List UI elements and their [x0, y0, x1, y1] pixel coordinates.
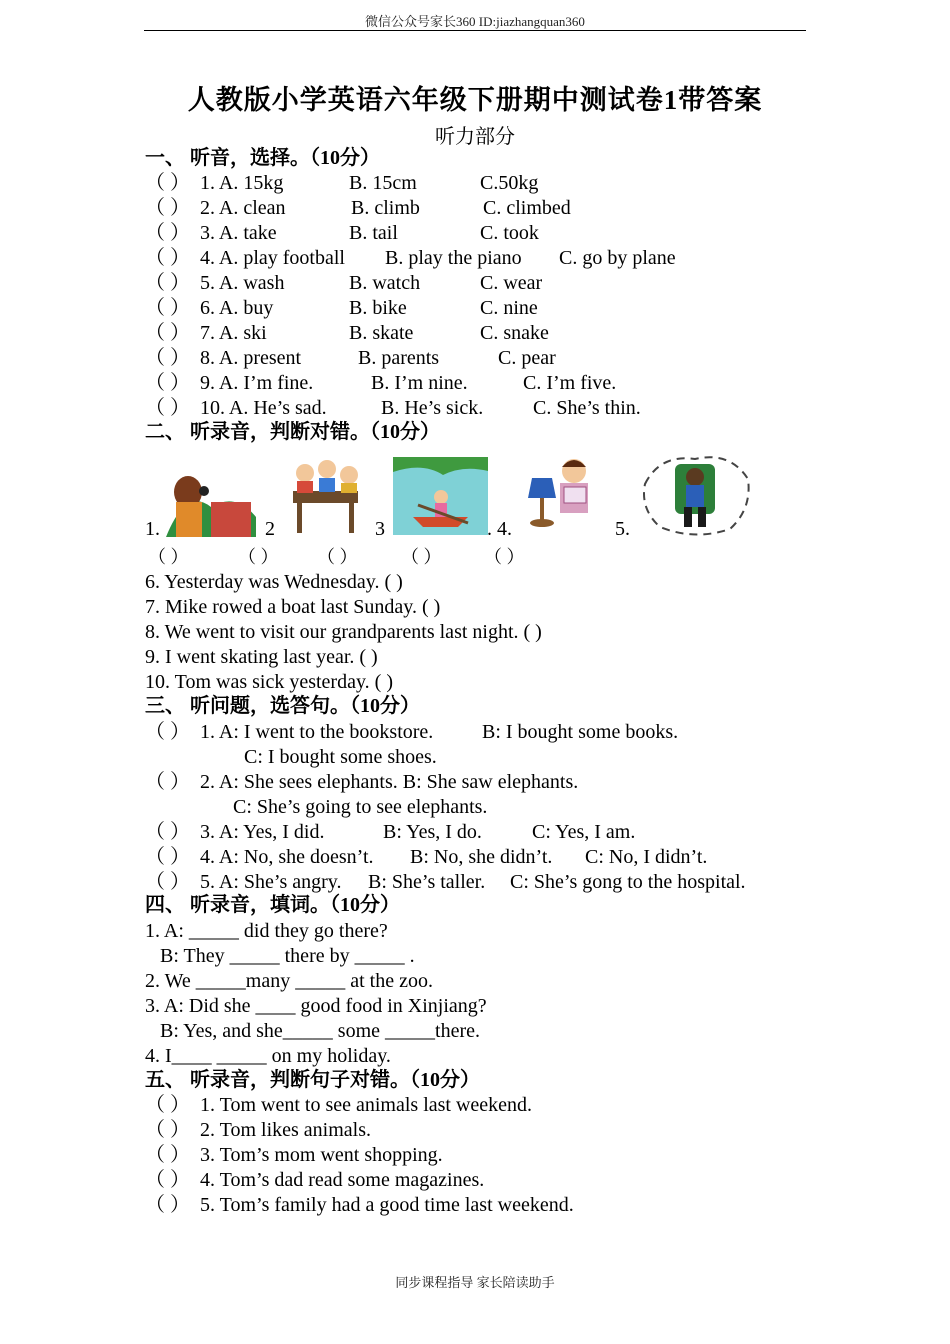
option-b: B. tail — [349, 222, 398, 244]
option-c: C. nine — [480, 297, 538, 319]
option-c: C: No, I didn’t. — [585, 846, 708, 868]
option-a: 7. A. ski — [200, 322, 267, 344]
judge-statement: 4. Tom’s dad read some magazines. — [200, 1169, 485, 1191]
option-a: 1. A: I went to the bookstore. — [200, 721, 434, 743]
option-a: 5. A. wash — [200, 272, 285, 294]
section-1-heading: 一、 听音，选择。（10分） — [145, 147, 380, 169]
option-b: B. parents — [358, 347, 440, 369]
answer-blank: （ ） — [484, 547, 525, 567]
section-3-heading: 三、 听问题，选答句。（10分） — [145, 695, 420, 717]
answer-blank: （ ） — [145, 297, 190, 319]
option-b: B: I bought some books. — [482, 721, 679, 743]
answer-blank: （ ） — [145, 871, 190, 893]
fill-line: 4. I____ _____ on my holiday. — [145, 1045, 391, 1067]
option-c: C: I bought some shoes. — [244, 746, 437, 768]
answer-blank: （ ） — [145, 347, 190, 369]
option-a: 6. A. buy — [200, 297, 274, 319]
answer-blank: （ ） — [148, 547, 189, 567]
option-a: 3. A. take — [200, 222, 277, 244]
picture-label-1: 1. — [145, 518, 160, 540]
option-b: B: No, she didn’t. — [410, 846, 553, 868]
header-rule — [144, 30, 806, 31]
picture-label-5: 5. — [615, 518, 630, 540]
picture-label-4: . 4. — [487, 518, 512, 540]
answer-blank: （ ） — [145, 247, 190, 269]
answer-blank: （ ） — [145, 1194, 190, 1216]
fill-line: 2. We _____many _____ at the zoo. — [145, 970, 433, 992]
option-c: C. took — [480, 222, 539, 244]
option-a: 10. A. He’s sad. — [200, 397, 327, 419]
answer-blank: （ ） — [145, 846, 190, 868]
option-b: B. skate — [349, 322, 414, 344]
section-2-heading: 二、 听录音，判断对错。（10分） — [145, 421, 440, 443]
option-c: C. I’m five. — [523, 372, 617, 394]
option-c: C. wear — [480, 272, 543, 294]
answer-blank: （ ） — [145, 272, 190, 294]
option-c: C.50kg — [480, 172, 539, 194]
answer-blank: （ ） — [145, 1144, 190, 1166]
fill-line: B: Yes, and she_____ some _____there. — [160, 1020, 480, 1042]
page-header: 微信公众号家长360 ID:jiazhangquan360 — [365, 14, 585, 29]
option-a: 4. A: No, she doesn’t. — [200, 846, 374, 868]
option-a: 3. A: Yes, I did. — [200, 821, 325, 843]
judge-sentence-10: 10. Tom was sick yesterday. ( ) — [145, 671, 393, 693]
answer-blank: （ ） — [317, 547, 358, 567]
option-b: B. He’s sick. — [381, 397, 484, 419]
page-title: 人教版小学英语六年级下册期中测试卷1带答案 — [187, 85, 763, 115]
answer-blank: （ ） — [145, 1169, 190, 1191]
option-c: C. snake — [480, 322, 549, 344]
answer-blank: （ ） — [145, 172, 190, 194]
option-b: B. climb — [351, 197, 420, 219]
picture-4-reading-boy — [522, 453, 597, 531]
option-b: B. watch — [349, 272, 421, 294]
page-subtitle: 听力部分 — [435, 126, 515, 148]
option-c: C: She’s going to see elephants. — [233, 796, 488, 818]
answer-blank: （ ） — [145, 771, 190, 793]
answer-blank: （ ） — [145, 372, 190, 394]
fill-line: 3. A: Did she ____ good food in Xinjiang? — [145, 995, 487, 1017]
picture-3-rowing-boat — [393, 457, 488, 535]
option-b: B. bike — [349, 297, 407, 319]
option-a: 9. A. I’m fine. — [200, 372, 314, 394]
option-c: C. pear — [498, 347, 556, 369]
picture-label-2: 2 — [265, 518, 275, 540]
judge-sentence-8: 8. We went to visit our grandparents last night. ( ) — [145, 621, 542, 643]
judge-sentence-7: 7. Mike rowed a boat last Sunday. ( ) — [145, 596, 441, 618]
answer-blank: （ ） — [238, 547, 279, 567]
option-a: 5. A: She’s angry. — [200, 871, 342, 893]
answer-blank: （ ） — [145, 197, 190, 219]
fill-line: 1. A: _____ did they go there? — [145, 920, 388, 942]
picture-label-3: 3 — [375, 518, 385, 540]
option-a: 1. A. 15kg — [200, 172, 284, 194]
fill-line: B: They _____ there by _____ . — [160, 945, 415, 967]
section-4-heading: 四、 听录音，填词。（10分） — [145, 894, 400, 916]
judge-statement: 3. Tom’s mom went shopping. — [200, 1144, 443, 1166]
option-b: B. 15cm — [349, 172, 417, 194]
option-b: B. play the piano — [385, 247, 522, 269]
picture-5-sick-child — [640, 449, 752, 537]
answer-blank: （ ） — [145, 821, 190, 843]
answer-blank: （ ） — [145, 1119, 190, 1141]
answer-blank: （ ） — [145, 721, 190, 743]
judge-sentence-9: 9. I went skating last year. ( ) — [145, 646, 378, 668]
answer-blank: （ ） — [145, 322, 190, 344]
option-c: C. go by plane — [559, 247, 676, 269]
picture-1-man-binoculars — [166, 447, 256, 537]
option-c: C. climbed — [483, 197, 571, 219]
answer-blank: （ ） — [401, 547, 442, 567]
option-c: C: Yes, I am. — [532, 821, 636, 843]
answer-blank: （ ） — [145, 1094, 190, 1116]
option-b: B: Yes, I do. — [383, 821, 482, 843]
answer-blank: （ ） — [145, 222, 190, 244]
option-a: 4. A. play football — [200, 247, 345, 269]
page-footer: 同步课程指导 家长陪读助手 — [395, 1275, 555, 1290]
option-b: B. I’m nine. — [371, 372, 468, 394]
picture-2-family-dinner — [283, 451, 371, 536]
answer-blank: （ ） — [145, 397, 190, 419]
option-c: C. She’s thin. — [533, 397, 641, 419]
option-a: 2. A. clean — [200, 197, 286, 219]
judge-sentence-6: 6. Yesterday was Wednesday. ( ) — [145, 571, 403, 593]
option-ab: 2. A: She sees elephants. B: She saw elephants. — [200, 771, 579, 793]
judge-statement: 1. Tom went to see animals last weekend. — [200, 1094, 533, 1116]
judge-statement: 5. Tom’s family had a good time last weekend. — [200, 1194, 574, 1216]
option-b: B: She’s taller. — [368, 871, 486, 893]
section-5-heading: 五、 听录音，判断句子对错。（10分） — [145, 1069, 480, 1091]
option-c: C: She’s gong to the hospital. — [510, 871, 746, 893]
judge-statement: 2. Tom likes animals. — [200, 1119, 371, 1141]
option-a: 8. A. present — [200, 347, 302, 369]
